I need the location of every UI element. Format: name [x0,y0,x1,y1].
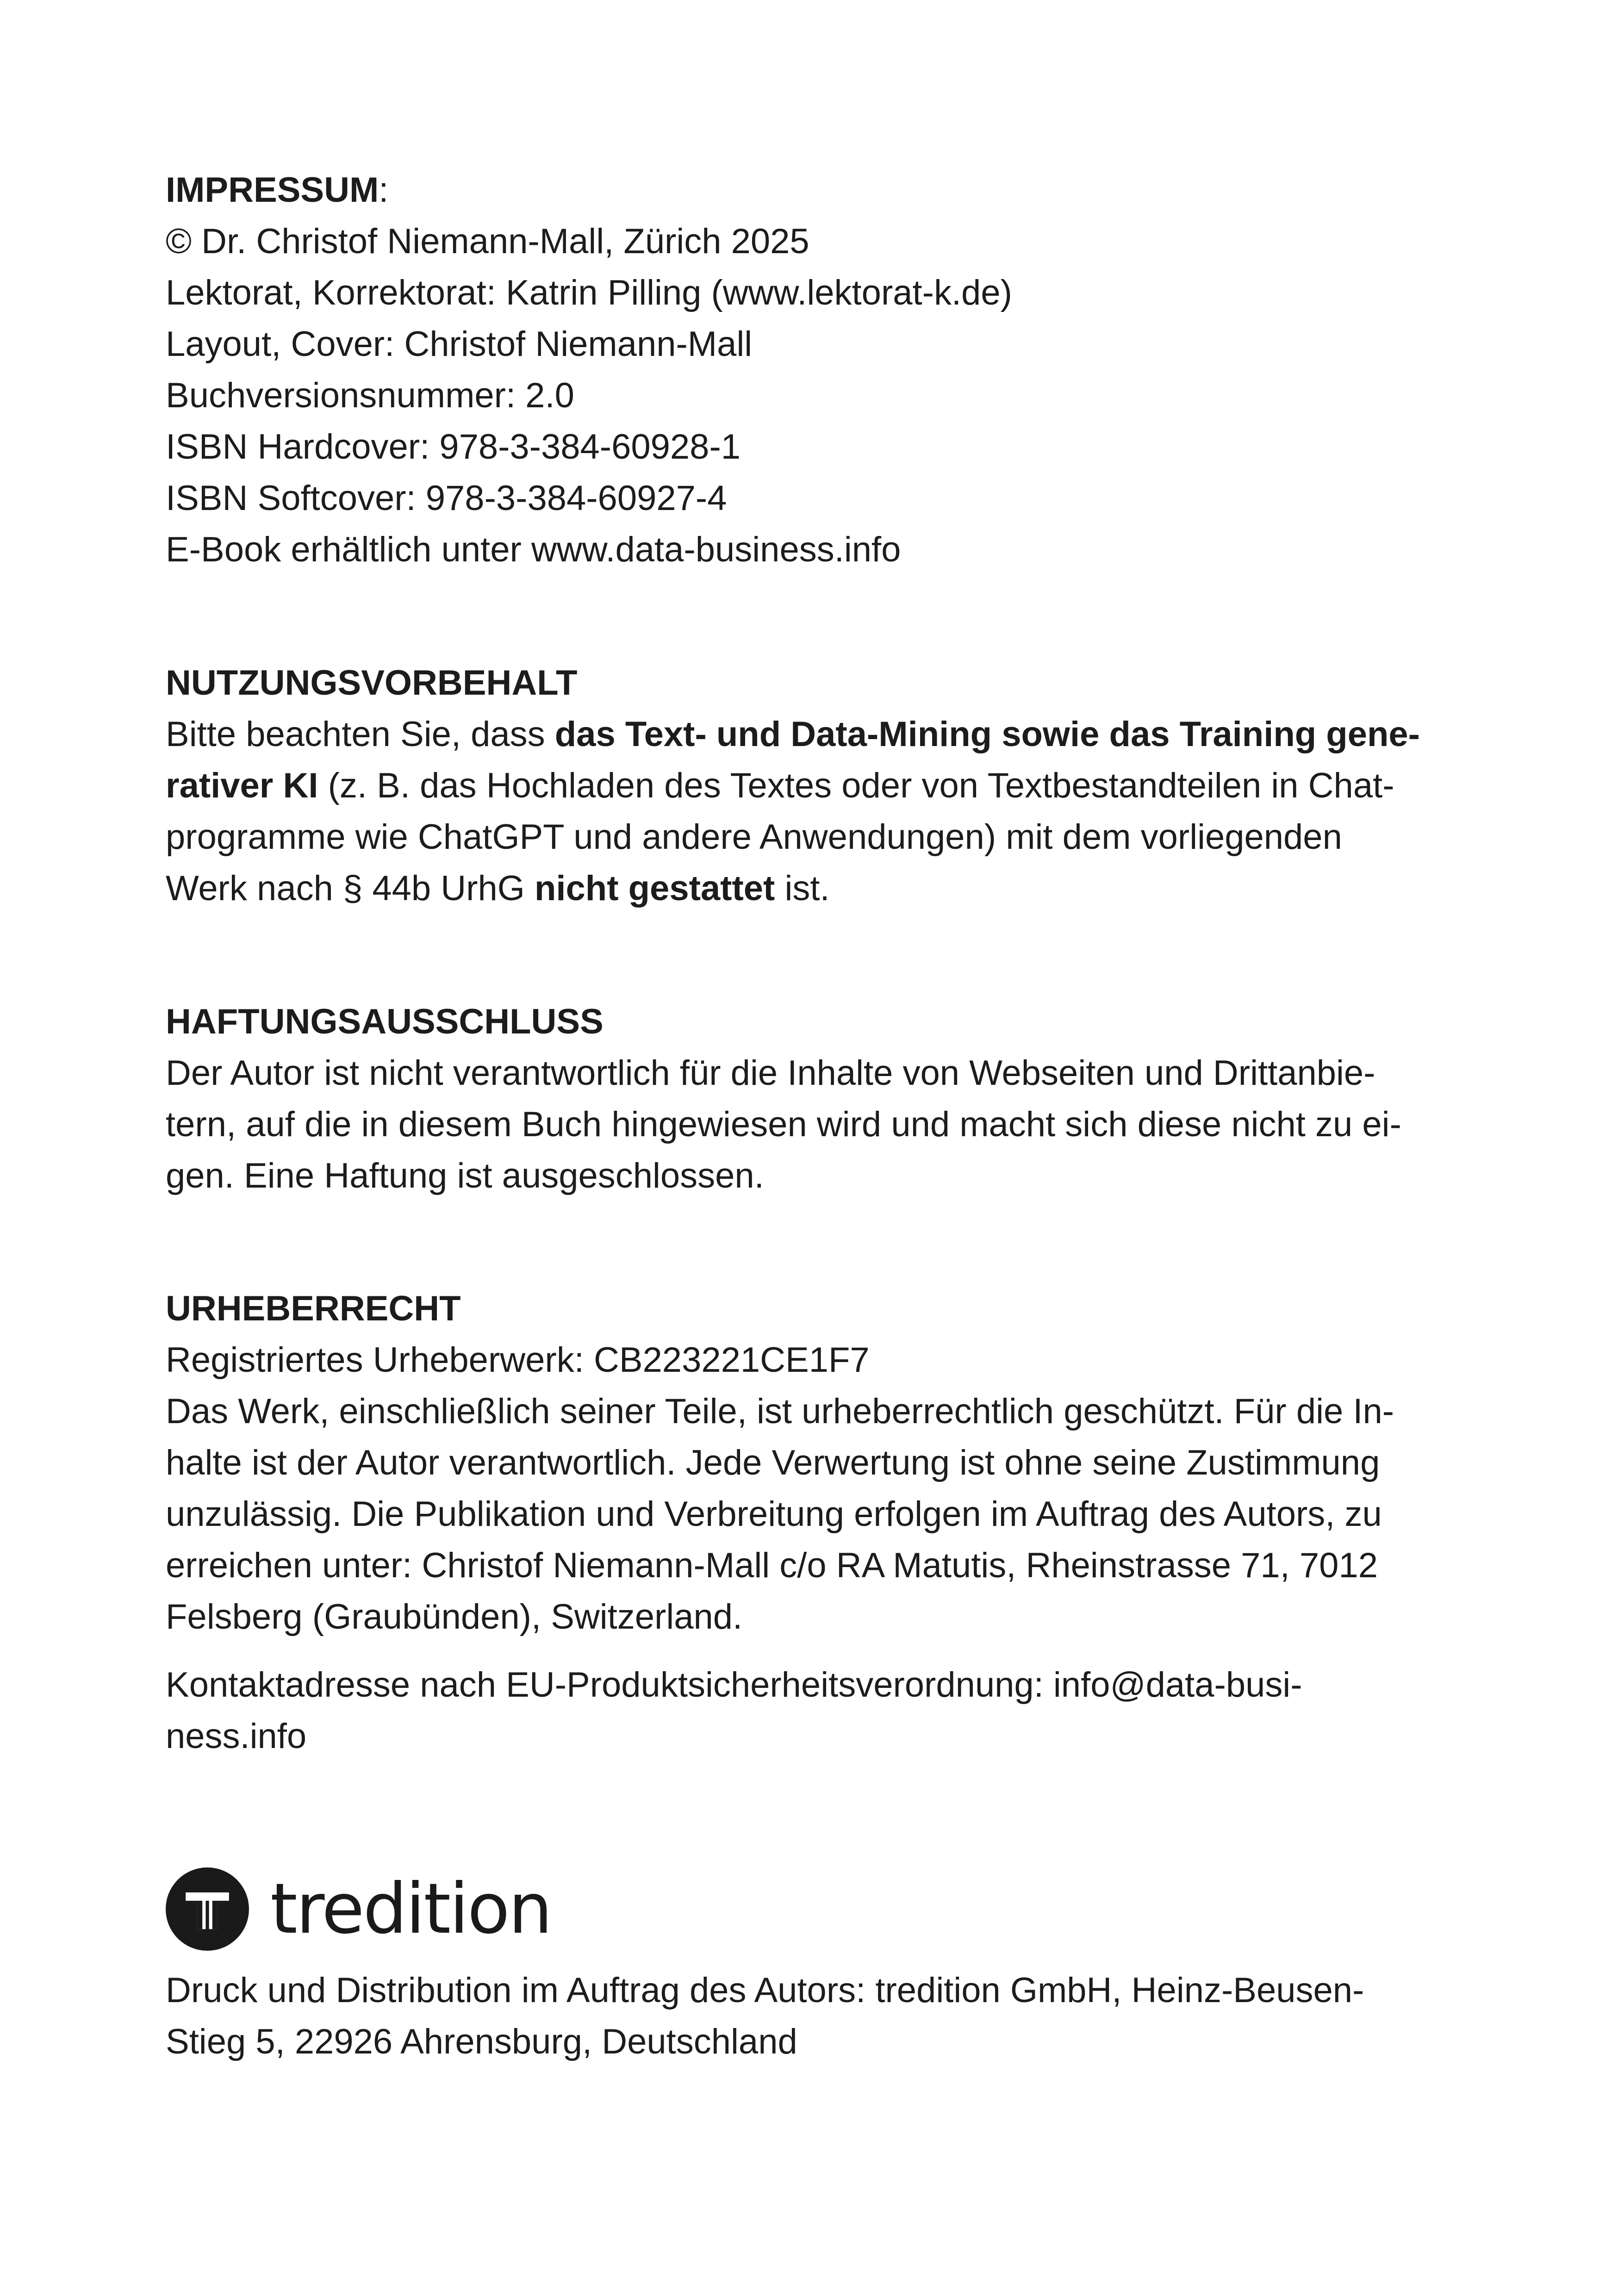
impressum-isbn-softcover: ISBN Softcover: 978-3-384-60927-4 [166,479,727,518]
impressum-version: Buchversionsnummer: 2.0 [166,376,574,415]
impressum-layout: Layout, Cover: Christof Niemann-Mall [166,324,753,364]
urheberrecht-line-2: Das Werk, einschließlich seiner Teile, ist urheberrechtlich geschützt. Für die In- [166,1392,1394,1431]
nutzungsvorbehalt-heading: NUTZUNGSVORBEHALT [166,663,578,703]
haftungsausschluss-line-2: tern, auf die in diesem Buch hingewiesen wird und macht sich diese nicht zu ei- [166,1105,1401,1144]
haftungsausschluss-line-3: gen. Eine Haftung ist ausgeschlossen. [166,1156,764,1195]
bold-run: das Text- und Data-Mining sowie das Training gene- [554,715,1420,754]
haftungsausschluss-section [166,996,1452,1201]
text-run: programme wie ChatGPT und andere Anwendungen) mit dem vorliegenden [166,817,1342,857]
text-run: ist. [775,869,830,908]
tredition-logo-icon [166,1867,249,1951]
impressum-heading-line [166,164,1452,216]
text-run: (z. B. das Hochladen des Textes oder von Textbestandteilen in Chat- [318,766,1394,805]
nutzungsvorbehalt-line-2 [166,760,1452,811]
tredition-wordmark: tredition [270,1869,551,1949]
urheberrecht-line-4: unzulässig. Die Publikation und Verbreitung erfolgen im Auftrag des Autors, zu [166,1494,1382,1534]
impressum-ebook: E-Book erhältlich unter www.data-business.info [166,530,901,569]
nutzungsvorbehalt-line-1 [166,709,1452,760]
tredition-logo [166,1867,551,1951]
bold-run: rativer KI [166,766,318,805]
impressum-lektorat: Lektorat, Korrektorat: Katrin Pilling (www.lektorat-k.de) [166,273,1012,312]
nutzungsvorbehalt-section [166,657,1452,914]
urheberrecht-line-3: halte ist der Autor verantwortlich. Jede Verwertung ist ohne seine Zustimmung [166,1443,1380,1482]
publisher-section [166,1965,1452,2067]
urheberrecht-line-5: erreichen unter: Christof Niemann-Mall c/o RA Matutis, Rheinstrasse 71, 7012 [166,1546,1378,1585]
nutzungsvorbehalt-line-4 [166,863,1452,914]
text-run: Bitte beachten Sie, dass [166,715,555,754]
kontakt-section [166,1659,1452,1762]
haftungsausschluss-line-1: Der Autor ist nicht verantwortlich für die Inhalte von Webseiten und Drittanbie- [166,1053,1375,1093]
impressum-isbn-hardcover: ISBN Hardcover: 978-3-384-60928-1 [166,427,741,467]
kontakt-line-1: Kontaktadresse nach EU-Produktsicherheitsverordnung: info@data-busi- [166,1665,1302,1705]
bold-run: nicht gestattet [534,869,775,908]
publisher-line-2: Stieg 5, 22926 Ahrensburg, Deutschland [166,2022,797,2061]
impressum-heading-suffix: : [379,170,389,210]
impressum-section [166,164,1452,575]
nutzungsvorbehalt-line-3 [166,811,1452,863]
urheberrecht-line-6: Felsberg (Graubünden), Switzerland. [166,1597,743,1636]
impressum-copyright: © Dr. Christof Niemann-Mall, Zürich 2025 [166,222,809,261]
kontakt-line-2: ness.info [166,1717,307,1756]
publisher-line-1: Druck und Distribution im Auftrag des Autors: tredition GmbH, Heinz-Beusen- [166,1971,1364,2010]
haftungsausschluss-heading: HAFTUNGSAUSSCHLUSS [166,1002,604,1041]
urheberrecht-registered-work: Registriertes Urheberwerk: CB223221CE1F7 [166,1340,870,1380]
urheberrecht-section [166,1283,1452,1643]
impressum-heading: IMPRESSUM [166,170,379,210]
urheberrecht-heading: URHEBERRECHT [166,1289,461,1328]
text-run: Werk nach § 44b UrhG [166,869,535,908]
